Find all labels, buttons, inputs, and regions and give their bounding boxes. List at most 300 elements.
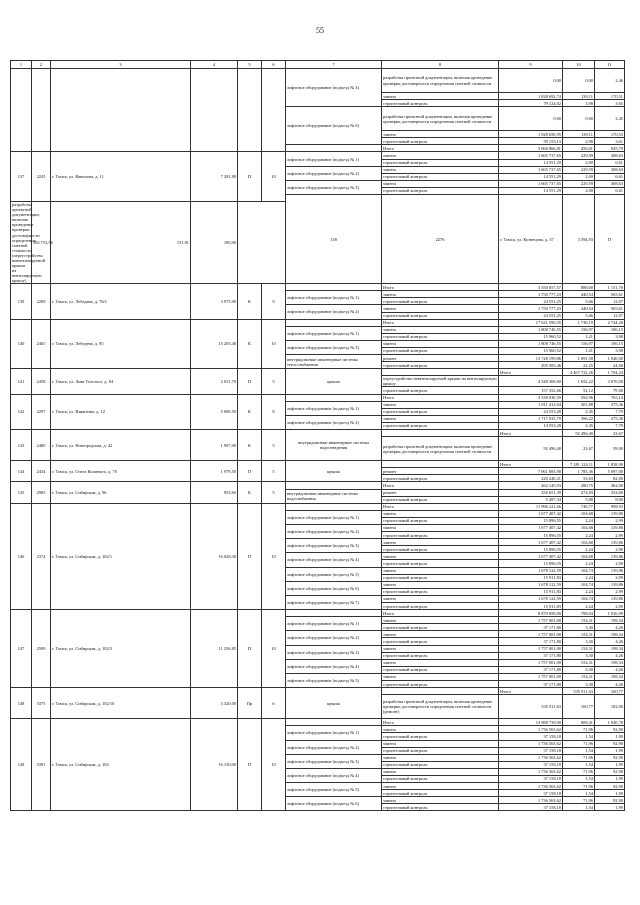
work-cost: 15 960,52 xyxy=(499,333,563,340)
work-element: внутридомовые инженерные системы водоснабжения xyxy=(286,489,382,503)
work-type: замена xyxy=(382,401,499,408)
cost-per-sqm: 1 838,99 xyxy=(595,461,625,468)
cost-per-sqm: 440,54 xyxy=(563,305,595,312)
work-type: замена xyxy=(382,673,499,680)
cost-limit: 4,26 xyxy=(595,666,625,673)
work-cost: 1 677 407,42 xyxy=(499,510,563,517)
cost-limit: 3,98 xyxy=(595,333,625,340)
cost-per-sqm: 456,01 xyxy=(563,145,595,152)
floors: 5 xyxy=(262,461,286,482)
row-number: 148 xyxy=(11,688,32,719)
cost-limit: 170,51 xyxy=(595,93,625,100)
work-cost: 1 678 122,59 xyxy=(499,581,563,588)
cost-per-sqm: 0,00 xyxy=(563,69,595,93)
work-type: замена xyxy=(382,659,499,666)
work-type: строительный контроль xyxy=(382,733,499,740)
cost-per-sqm: 3,30 xyxy=(563,652,595,659)
work-cost: 1 757 001,00 xyxy=(499,645,563,652)
work-type: замена xyxy=(382,783,499,790)
house-area: 16 130,00 xyxy=(191,719,238,811)
work-cost: 535 911,63 xyxy=(499,695,563,719)
cost-per-sqm: 71,96 xyxy=(563,768,595,775)
work-cost: 37 171,80 xyxy=(499,638,563,645)
cost-limit: 4,26 xyxy=(595,638,625,645)
cost-limit: 7,79 xyxy=(595,408,625,415)
column-number-row xyxy=(11,61,625,69)
work-type: Итого xyxy=(499,461,563,468)
cost-limit: 198,34 xyxy=(595,631,625,638)
cost-per-sqm: 1 785,36 xyxy=(563,468,595,475)
floors: 10 xyxy=(262,503,286,609)
cost-limit: 2,99 xyxy=(595,574,625,581)
cost-limit: 198,34 xyxy=(595,673,625,680)
cost-per-sqm: 3,30 xyxy=(563,666,595,673)
work-cost: 15 896,55 xyxy=(499,546,563,553)
column-number: 6 xyxy=(262,61,286,69)
cost-limit: 354,00 xyxy=(595,489,625,496)
work-type: строительный контроль xyxy=(382,517,499,524)
work-type: Итого xyxy=(382,319,499,326)
cost-limit: 2,45 xyxy=(595,107,625,131)
cost-limit: 1,99 xyxy=(595,775,625,782)
work-cost: 1 736 563,62 xyxy=(499,797,563,804)
cost-per-sqm: 104,74 xyxy=(563,567,595,574)
cost-limit: 186,15 xyxy=(595,340,625,347)
cost-limit: 92,90 xyxy=(595,740,625,747)
house-address: г. Томск, ул. Вавилова, д. 11 xyxy=(51,152,191,202)
house-area: 1 979,50 xyxy=(191,461,238,482)
work-cost: 256 651,39 xyxy=(499,489,563,496)
house-area: 3 975,90 xyxy=(191,284,238,319)
work-cost: 1 736 563,62 xyxy=(499,726,563,733)
column-number: 11 xyxy=(595,61,625,69)
house-area: 3 594,93 xyxy=(563,195,595,284)
work-element: лифтовое оборудование (подъезд № 3) xyxy=(286,539,382,553)
work-type: Итого xyxy=(382,610,499,617)
work-element-empty xyxy=(286,610,382,617)
work-cost: 79 124,02 xyxy=(499,100,563,107)
work-type: Итого xyxy=(499,369,563,376)
work-element: лифтовое оборудование (подъезд № 2) xyxy=(286,740,382,754)
work-cost: 15 911,83 xyxy=(499,603,563,610)
cost-limit: 2,46 xyxy=(595,69,625,93)
work-type: замена xyxy=(382,326,499,333)
row-number: 144 xyxy=(11,461,32,482)
cost-per-sqm: 71,96 xyxy=(563,726,595,733)
work-cost: 1 665 737,65 xyxy=(499,152,563,159)
cost-limit: 3,65 xyxy=(595,100,625,107)
work-type: строительный контроль xyxy=(382,422,499,429)
row-number: 142 xyxy=(11,394,32,429)
cost-per-sqm: 3,30 xyxy=(563,681,595,688)
wall-material: К xyxy=(238,482,262,503)
cost-limit: 1 040,78 xyxy=(595,719,625,726)
work-cost: 1 678 122,59 xyxy=(499,567,563,574)
cost-limit: 139,86 xyxy=(595,553,625,560)
wall-material: П xyxy=(238,503,262,609)
cost-limit: 308,63 xyxy=(595,180,625,187)
cost-limit: 12,07 xyxy=(595,312,625,319)
table-row xyxy=(11,369,625,376)
house-id: 2465 xyxy=(32,319,51,369)
cost-per-sqm: 1,54 xyxy=(563,761,595,768)
table-row xyxy=(11,610,625,617)
cost-per-sqm: 2,98 xyxy=(563,138,595,145)
work-cost: 15 896,55 xyxy=(499,532,563,539)
cost-limit: 2,99 xyxy=(595,532,625,539)
floors: 10 xyxy=(262,152,286,202)
cost-limit: 3,98 xyxy=(595,347,625,354)
cost-limit: 308,63 xyxy=(595,152,625,159)
cost-per-sqm: 104,68 xyxy=(563,524,595,531)
work-type: строительный контроль xyxy=(382,804,499,811)
row-number: 145 xyxy=(11,482,32,503)
cost-per-sqm: 229,59 xyxy=(563,152,595,159)
work-type: замена xyxy=(382,553,499,560)
cost-per-sqm: 2,24 xyxy=(563,560,595,567)
work-type: Итого xyxy=(382,719,499,726)
cost-per-sqm: 71,96 xyxy=(563,754,595,761)
cost-limit: 24,00 xyxy=(595,362,625,369)
work-cost: 17 621 596,35 xyxy=(499,319,563,326)
cost-per-sqm: 23,67 xyxy=(563,437,595,461)
work-cost: 15 896,55 xyxy=(499,517,563,524)
work-element: лифтовое оборудование (подъезд № 1) xyxy=(286,401,382,415)
work-type: Итого xyxy=(382,145,499,152)
cost-limit: 2,99 xyxy=(595,546,625,553)
cost-per-sqm: 156,97 xyxy=(563,340,595,347)
wall-material: К xyxy=(238,319,262,369)
work-element-empty xyxy=(286,319,382,326)
cost-limit: 945,79 xyxy=(595,145,625,152)
work-cost: 14 551,29 xyxy=(499,173,563,180)
cost-limit: 765,14 xyxy=(595,394,625,401)
work-element: лифтовое оборудование (подъезд № 1) xyxy=(286,617,382,631)
cost-limit: 139,86 xyxy=(595,524,625,531)
work-cost: 3 538 030,59 xyxy=(499,394,563,401)
cost-limit: 12,07 xyxy=(595,298,625,305)
work-type: строительный контроль xyxy=(382,790,499,797)
work-element: лифтовое оборудование (подъезд № 1) xyxy=(286,152,382,166)
work-element: лифтовое оборудование (подъезд № 6) xyxy=(286,581,382,595)
work-element-empty xyxy=(382,430,499,437)
row-number: 138 xyxy=(286,195,382,284)
work-cost: 1 828 692,74 xyxy=(499,93,563,100)
cost-limit: 4,26 xyxy=(595,624,625,631)
row-number: 140 xyxy=(11,319,32,369)
work-element: крыша xyxy=(286,688,382,719)
work-element: внутридомовые инженерные системы теплоснабжения xyxy=(286,355,382,369)
house-address: г. Томск, ул. Олега Кошевого, д. 70 xyxy=(51,461,191,482)
cost-limit: 1,99 xyxy=(595,733,625,740)
table-row xyxy=(11,152,625,159)
house-id: 2509 xyxy=(32,610,51,688)
cost-limit: 170,53 xyxy=(595,131,625,138)
cost-limit: 1 151,76 xyxy=(595,284,625,291)
cost-per-sqm: 2,24 xyxy=(563,546,595,553)
work-cost: 1 928 650,95 xyxy=(499,131,563,138)
work-element: лифтовое оборудование (подъезд № 3) xyxy=(286,754,382,768)
work-type: строительный контроль xyxy=(382,666,499,673)
cost-limit: 2 744,26 xyxy=(595,319,625,326)
cost-limit: 1,99 xyxy=(595,790,625,797)
column-number: 9 xyxy=(499,61,563,69)
house-id: 2985 xyxy=(32,482,51,503)
work-type: замена xyxy=(382,581,499,588)
work-type: замена xyxy=(382,510,499,517)
work-type: разработка проектной документации, включая проведение проверки достоверности определения сметной стоимости xyxy=(382,107,499,131)
house-address: г. Томск, ул. Лебедева, д. 85 xyxy=(51,319,191,369)
cost-per-sqm: 1,54 xyxy=(563,733,595,740)
cost-per-sqm: 23,67 xyxy=(595,430,625,437)
work-type: замена xyxy=(382,524,499,531)
column-number: 10 xyxy=(563,61,595,69)
work-cost: 1 677 407,42 xyxy=(499,553,563,560)
cost-per-sqm: 0,00 xyxy=(563,107,595,131)
wall-material: Пр xyxy=(238,688,262,719)
work-cost: 37 158,18 xyxy=(499,775,563,782)
cost-per-sqm: 2,24 xyxy=(563,574,595,581)
cost-limit: 139,86 xyxy=(595,595,625,602)
cost-limit: 198,34 xyxy=(595,645,625,652)
table-row xyxy=(11,719,625,726)
work-type: Итого xyxy=(499,688,563,695)
cost-per-sqm: 52,12 xyxy=(563,387,595,394)
house-id: 3375 xyxy=(32,688,51,719)
cont-wall-material xyxy=(238,69,262,152)
cost-per-sqm: 301,88 xyxy=(563,401,595,408)
work-type: замена xyxy=(382,645,499,652)
work-type: строительный контроль xyxy=(382,298,499,305)
work-cost: 92 496,40 xyxy=(499,437,563,461)
house-id: 2276 xyxy=(382,195,499,284)
work-element: крыша xyxy=(286,369,382,394)
work-cost: 1 736 563,62 xyxy=(499,754,563,761)
cost-per-sqm: 1,54 xyxy=(563,775,595,782)
work-element: лифтовое оборудование (подъезд № 6) xyxy=(286,797,382,811)
house-id: 2434 xyxy=(32,461,51,482)
work-cost: 1 757 001,00 xyxy=(499,631,563,638)
work-cost: 24 551,25 xyxy=(499,298,563,305)
wall-material: П xyxy=(238,369,262,394)
cost-per-sqm: 1 652,22 xyxy=(563,376,595,387)
work-type: Итого xyxy=(382,503,499,510)
cost-per-sqm: 5,66 xyxy=(563,312,595,319)
cost-per-sqm: 1,54 xyxy=(563,747,595,754)
work-type: замена xyxy=(382,131,499,138)
row-number: 148 xyxy=(11,719,32,811)
work-cost: 7 281 124,11 xyxy=(563,461,595,468)
work-cost: 37 171,80 xyxy=(499,624,563,631)
work-cost: 37 158,18 xyxy=(499,761,563,768)
wall-material: К xyxy=(238,430,262,461)
work-type: строительный контроль xyxy=(382,159,499,166)
cost-limit: 182,00 xyxy=(595,695,625,719)
work-type: замена xyxy=(382,152,499,159)
work-type: замена xyxy=(382,567,499,574)
work-type: переустройство невентилируемой крыши на вентилируемую крышу xyxy=(383,376,497,387)
work-type: замена xyxy=(382,754,499,761)
cost-limit: 198,34 xyxy=(595,617,625,624)
cost-limit: 92,90 xyxy=(595,783,625,790)
cost-limit: 92,90 xyxy=(595,754,625,761)
cost-limit: 1 940,00 xyxy=(595,355,625,362)
cost-per-sqm: 160,77 xyxy=(595,688,625,695)
cost-limit: 5 097,00 xyxy=(595,468,625,475)
work-cost: 1 736 563,62 xyxy=(499,768,563,775)
house-address: г. Томск, ул. Льва Толстого, д. 84 xyxy=(51,369,191,394)
work-element-empty xyxy=(382,461,499,468)
work-cost: 157 352,66 xyxy=(499,387,563,394)
work-type: замена xyxy=(382,93,499,100)
cost-per-sqm: 1 091,58 xyxy=(563,355,595,362)
house-area: 2 651,70 xyxy=(191,369,238,394)
row-number: 147 xyxy=(11,610,32,688)
work-cost: 37 171,80 xyxy=(499,666,563,673)
column-number: 3 xyxy=(51,61,191,69)
work-cost: 1 678 122,59 xyxy=(499,595,563,602)
work-element-empty xyxy=(286,482,382,489)
work-element: лифтовое оборудование (подъезд № 1) xyxy=(286,510,382,524)
house-area: 1 907,00 xyxy=(191,430,238,461)
cost-per-sqm: 5,66 xyxy=(563,298,595,305)
row-number: 143 xyxy=(11,430,32,461)
work-element: лифтовое оборудование (подъезд № 3) xyxy=(286,69,382,107)
cost-per-sqm: 2,00 xyxy=(563,173,595,180)
house-address: г. Томск, ул. Сибирская, д. 96 xyxy=(51,482,191,503)
cont-house-address xyxy=(51,69,191,152)
work-element: лифтовое оборудование (подъезд № 5) xyxy=(286,783,382,797)
cost-per-sqm: 888,00 xyxy=(563,284,595,291)
cost-limit: 565,61 xyxy=(595,291,625,298)
cost-per-sqm: 788,04 xyxy=(563,610,595,617)
work-type: замена xyxy=(382,726,499,733)
work-cost: 37 158,18 xyxy=(499,733,563,740)
work-type: замена xyxy=(382,617,499,624)
row-number: 137 xyxy=(11,152,32,202)
cost-per-sqm: 5,88 xyxy=(563,496,595,503)
work-cost: 14 551,29 xyxy=(499,159,563,166)
work-type: строительный контроль xyxy=(382,408,499,415)
house-address: г. Томск, ул. Сибирская, д. 104 xyxy=(51,719,191,811)
work-cost: 37 171,80 xyxy=(499,681,563,688)
cost-per-sqm: 2,00 xyxy=(563,187,595,194)
work-cost: 37 158,18 xyxy=(499,804,563,811)
work-element: лифтовое оборудование (подъезд № 1) xyxy=(286,726,382,740)
work-type: замена xyxy=(382,595,499,602)
house-address: г. Томск, ул. Сибирская, д. 102/5 xyxy=(51,610,191,688)
work-type: Итого xyxy=(382,394,499,401)
work-type: строительный контроль xyxy=(382,588,499,595)
work-type: строительный контроль xyxy=(382,333,499,340)
work-cost: 1 808 746,55 xyxy=(499,340,563,347)
wall-material: П xyxy=(238,610,262,688)
cost-per-sqm: 71,96 xyxy=(563,797,595,804)
work-element-empty xyxy=(286,719,382,726)
column-number: 5 xyxy=(238,61,262,69)
cost-limit: 139,86 xyxy=(595,567,625,574)
work-cost: 24 553,28 xyxy=(499,408,563,415)
cost-per-sqm: 154,31 xyxy=(563,659,595,666)
cost-per-sqm: 2,45 xyxy=(563,408,595,415)
work-type: строительный контроль xyxy=(382,560,499,567)
house-id: 2458 xyxy=(32,369,51,394)
work-cost: 4 548 369,60 xyxy=(499,376,563,387)
work-cost: 24 551,25 xyxy=(499,312,563,319)
work-cost: 1 757 001,00 xyxy=(499,659,563,666)
work-element-empty xyxy=(286,145,382,152)
work-element: лифтовое оборудование (подъезд № 6) xyxy=(286,107,382,145)
work-cost: 1 757 001,00 xyxy=(499,673,563,680)
cost-per-sqm: 3,30 xyxy=(563,624,595,631)
cost-per-sqm: 154,31 xyxy=(563,631,595,638)
table-row xyxy=(11,69,625,93)
cost-limit: 59,00 xyxy=(595,437,625,461)
work-cost: 13 728 199,86 xyxy=(499,355,563,362)
cost-limit: 998,93 xyxy=(595,503,625,510)
house-address: г. Томск, ул. Кузнецова, д. 37 xyxy=(499,195,563,284)
work-type: Итого xyxy=(382,284,499,291)
work-type: строительный контроль xyxy=(382,347,499,354)
cost-per-sqm: 156,97 xyxy=(563,326,595,333)
work-type: строительный контроль xyxy=(382,546,499,553)
work-cost: 262 145,93 xyxy=(499,482,563,489)
capital-repair-register-table xyxy=(10,60,625,811)
work-element: лифтовое оборудование (подъезд № 1) xyxy=(286,326,382,340)
wall-material: К xyxy=(238,394,262,429)
cont-house-area xyxy=(191,69,238,152)
work-cost: 15 911,83 xyxy=(499,588,563,595)
work-cost: 15 960,52 xyxy=(499,347,563,354)
cost-limit: 92,90 xyxy=(595,768,625,775)
cost-limit: 4,26 xyxy=(595,681,625,688)
table-row xyxy=(11,394,625,401)
work-type: строительный контроль xyxy=(382,747,499,754)
work-cost: 7 061 883,90 xyxy=(499,468,563,475)
work-type: строительный контроль xyxy=(382,775,499,782)
work-cost: 37 158,18 xyxy=(499,747,563,754)
cost-per-sqm: 2,45 xyxy=(563,422,595,429)
work-cost: 1 808 746,55 xyxy=(499,326,563,333)
cost-limit: 82,00 xyxy=(595,475,625,482)
work-type: строительный контроль xyxy=(382,387,499,394)
work-type: замена xyxy=(382,797,499,804)
cost-limit: 8,00 xyxy=(595,496,625,503)
house-area: 7 281,80 xyxy=(191,152,238,202)
work-cost: 14 553,28 xyxy=(499,422,563,429)
house-id: 2480 xyxy=(32,430,51,461)
cost-limit: 3,61 xyxy=(595,138,625,145)
work-element: лифтовое оборудование (подъезд № 5) xyxy=(286,673,382,687)
cost-per-sqm: 1 704,24 xyxy=(595,369,625,376)
work-cost: 1 757 001,00 xyxy=(499,617,563,624)
column-number: 7 xyxy=(286,61,382,69)
cost-per-sqm: 2,24 xyxy=(563,603,595,610)
work-element: лифтовое оборудование (подъезд № 4) xyxy=(286,659,382,673)
house-address: г. Томск, ул. Никитина, д. 12 xyxy=(51,394,191,429)
table-row xyxy=(11,482,625,489)
cost-per-sqm: 53,63 xyxy=(563,475,595,482)
house-area: 11 256,85 xyxy=(191,610,238,688)
cost-per-sqm: 592,96 xyxy=(563,394,595,401)
work-element: лифтовое оборудование (подъезд № 3) xyxy=(286,180,382,194)
cost-per-sqm: 2,24 xyxy=(563,532,595,539)
column-number: 2 xyxy=(32,61,51,69)
work-cost: 3 550 857,57 xyxy=(499,284,563,291)
cost-per-sqm: 274,83 xyxy=(563,489,595,496)
house-address: г. Томск, ул. Сибирская, д. 102/10 xyxy=(51,688,191,719)
cost-limit: 7,79 xyxy=(595,422,625,429)
